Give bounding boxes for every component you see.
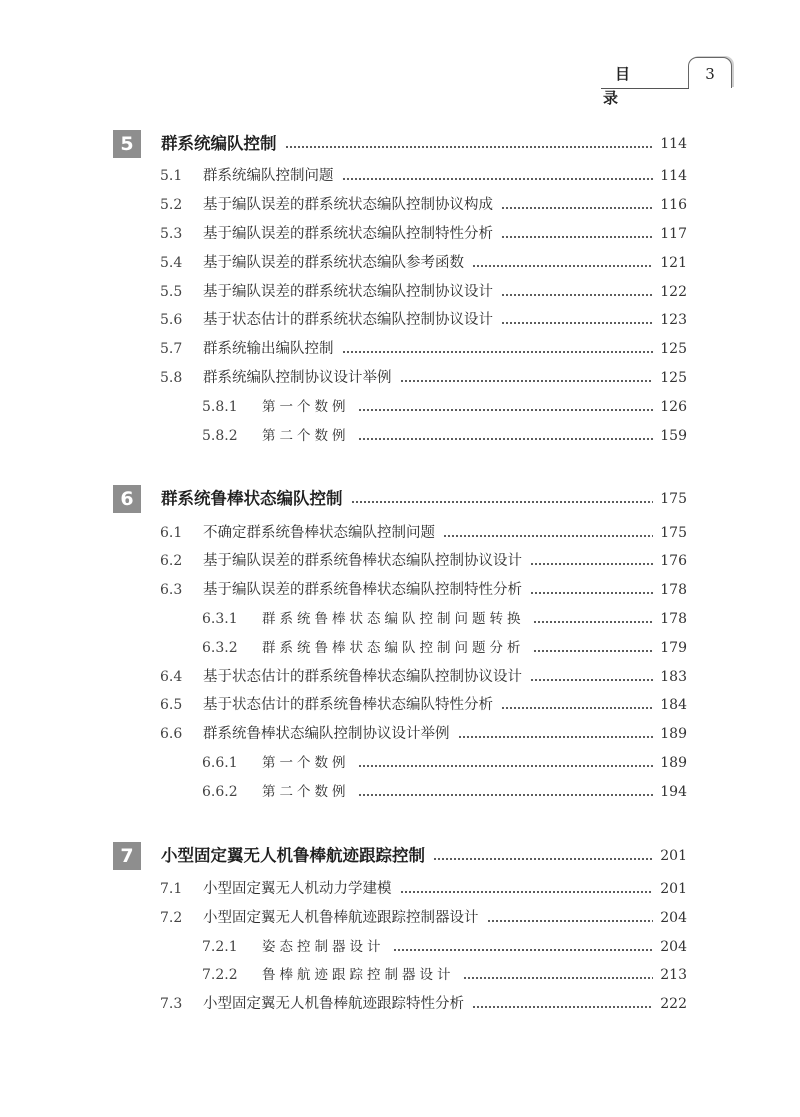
page-ref: 122 bbox=[660, 284, 687, 300]
section-number: 6.6 bbox=[160, 726, 183, 742]
section-title: 群系统输出编队控制 bbox=[203, 341, 334, 357]
dot-leader bbox=[501, 707, 653, 709]
toc-subsection[interactable] bbox=[202, 424, 687, 448]
subsection-title: 第一个数例 bbox=[262, 755, 350, 771]
page-ref: 201 bbox=[660, 881, 687, 897]
dot-leader bbox=[533, 650, 654, 652]
dot-leader bbox=[530, 592, 653, 594]
page-number: 3 bbox=[705, 65, 715, 83]
section-title: 基于状态估计的群系统鲁棒状态编队特性分析 bbox=[203, 697, 493, 713]
page-ref: 179 bbox=[660, 640, 687, 656]
page-ref: 123 bbox=[660, 312, 687, 328]
chapter-number-badge: 6 bbox=[113, 485, 141, 513]
section-title: 小型固定翼无人机鲁棒航迹跟踪控制器设计 bbox=[203, 910, 479, 926]
section-number: 6.5 bbox=[160, 697, 183, 713]
toc-section[interactable] bbox=[160, 280, 687, 304]
toc-section[interactable] bbox=[160, 193, 687, 217]
section-number: 5.8 bbox=[160, 370, 183, 386]
section-title: 基于状态估计的群系统状态编队控制协议设计 bbox=[203, 312, 493, 328]
page-ref: 178 bbox=[660, 582, 687, 598]
section-title: 基于状态估计的群系统鲁棒状态编队控制协议设计 bbox=[203, 669, 522, 685]
subsection-title: 第二个数例 bbox=[262, 428, 350, 444]
section-number: 6.2 bbox=[160, 553, 183, 569]
dot-leader bbox=[358, 438, 654, 440]
toc-section[interactable] bbox=[160, 549, 687, 573]
dot-leader bbox=[463, 977, 654, 979]
page-ref: 159 bbox=[660, 428, 687, 444]
subsection-title: 群系统鲁棒状态编队控制问题转换 bbox=[262, 611, 525, 627]
section-title: 基于编队误差的群系统状态编队控制特性分析 bbox=[203, 226, 493, 242]
subsection-title: 鲁棒航迹跟踪控制器设计 bbox=[262, 967, 455, 983]
toc-subsection[interactable] bbox=[202, 395, 687, 419]
section-title: 基于编队误差的群系统状态编队控制协议设计 bbox=[203, 284, 493, 300]
section-title: 基于编队误差的群系统状态编队控制协议构成 bbox=[203, 197, 493, 213]
toc-section[interactable] bbox=[160, 222, 687, 246]
toc-section[interactable] bbox=[160, 251, 687, 275]
section-number: 7.1 bbox=[160, 881, 183, 897]
section-number: 5.5 bbox=[160, 284, 183, 300]
toc-chapter-5[interactable] bbox=[120, 130, 687, 158]
chapter-number-badge: 7 bbox=[113, 842, 141, 870]
subsection-title: 姿态控制器设计 bbox=[262, 939, 385, 955]
chapter-title: 群系统编队控制 bbox=[161, 134, 277, 153]
section-title: 群系统编队控制问题 bbox=[203, 168, 334, 184]
dot-leader bbox=[501, 236, 653, 238]
dot-leader bbox=[358, 794, 654, 796]
dot-leader bbox=[501, 207, 653, 209]
section-number: 5.3 bbox=[160, 226, 183, 242]
page-ref: 121 bbox=[660, 255, 687, 271]
dot-leader bbox=[400, 891, 654, 893]
toc-subsection[interactable] bbox=[202, 780, 687, 804]
toc-chapter-6[interactable] bbox=[120, 485, 687, 513]
dot-leader bbox=[358, 409, 654, 411]
toc-subsection[interactable] bbox=[202, 935, 687, 959]
dot-leader bbox=[342, 351, 654, 353]
dot-leader bbox=[530, 563, 653, 565]
page-ref: 184 bbox=[660, 697, 687, 713]
dot-leader bbox=[433, 858, 653, 860]
toc-chapter-7[interactable] bbox=[120, 842, 687, 870]
section-number: 5.7 bbox=[160, 341, 183, 357]
page-ref: 213 bbox=[660, 967, 687, 983]
section-number: 5.4 bbox=[160, 255, 183, 271]
page-ref: 126 bbox=[660, 399, 687, 415]
section-number: 5.2 bbox=[160, 197, 183, 213]
page-ref: 189 bbox=[660, 726, 687, 742]
dot-leader bbox=[458, 736, 654, 738]
section-number: 5.6 bbox=[160, 312, 183, 328]
dot-leader bbox=[342, 178, 654, 180]
dot-leader bbox=[472, 1006, 653, 1008]
section-number: 5.1 bbox=[160, 168, 183, 184]
toc-section[interactable] bbox=[160, 992, 687, 1016]
page-ref: 116 bbox=[660, 197, 687, 213]
subsection-number: 5.8.1 bbox=[202, 399, 238, 415]
page-ref: 183 bbox=[660, 669, 687, 685]
subsection-number: 7.2.2 bbox=[202, 967, 238, 983]
page-ref: 204 bbox=[660, 910, 687, 926]
page-ref: 222 bbox=[660, 996, 687, 1012]
toc-section[interactable] bbox=[160, 164, 687, 188]
page-ref: 178 bbox=[660, 611, 687, 627]
section-number: 7.2 bbox=[160, 910, 183, 926]
page-ref: 176 bbox=[660, 553, 687, 569]
dot-leader bbox=[501, 322, 653, 324]
page-ref: 189 bbox=[660, 755, 687, 771]
section-title: 不确定群系统鲁棒状态编队控制问题 bbox=[203, 525, 435, 541]
section-number: 7.3 bbox=[160, 996, 183, 1012]
toc-section[interactable] bbox=[160, 722, 687, 746]
page-ref: 175 bbox=[660, 525, 687, 541]
page-ref: 125 bbox=[660, 370, 687, 386]
section-title: 基于编队误差的群系统状态编队参考函数 bbox=[203, 255, 464, 271]
page-ref: 201 bbox=[660, 848, 687, 864]
header-rule bbox=[601, 88, 689, 89]
toc-subsection[interactable] bbox=[202, 607, 687, 631]
toc-section[interactable] bbox=[160, 693, 687, 717]
toc-section[interactable] bbox=[160, 877, 687, 901]
toc-section[interactable] bbox=[160, 308, 687, 332]
page-ref: 114 bbox=[660, 136, 687, 152]
toc-section[interactable] bbox=[160, 578, 687, 602]
page-ref: 117 bbox=[660, 226, 687, 242]
page-ref: 204 bbox=[660, 939, 687, 955]
dot-leader bbox=[530, 679, 653, 681]
toc-section[interactable] bbox=[160, 521, 687, 545]
toc-section[interactable] bbox=[160, 366, 687, 390]
dot-leader bbox=[351, 501, 654, 503]
running-header-title: 目录 bbox=[603, 65, 659, 107]
page-ref: 194 bbox=[660, 784, 687, 800]
chapter-number-badge: 5 bbox=[113, 130, 141, 158]
toc-section[interactable] bbox=[160, 665, 687, 689]
toc-subsection[interactable] bbox=[202, 963, 687, 987]
toc-section[interactable] bbox=[160, 906, 687, 930]
section-title: 群系统鲁棒状态编队控制协议设计举例 bbox=[203, 726, 450, 742]
dot-leader bbox=[501, 294, 653, 296]
subsection-number: 6.6.2 bbox=[202, 784, 238, 800]
section-title: 基于编队误差的群系统鲁棒状态编队控制特性分析 bbox=[203, 582, 522, 598]
subsection-title: 第二个数例 bbox=[262, 784, 350, 800]
section-number: 6.1 bbox=[160, 525, 183, 541]
dot-leader bbox=[472, 265, 653, 267]
dot-leader bbox=[400, 380, 654, 382]
dot-leader bbox=[487, 920, 654, 922]
chapter-title: 小型固定翼无人机鲁棒航迹跟踪控制 bbox=[161, 846, 425, 865]
page-ref: 125 bbox=[660, 341, 687, 357]
dot-leader bbox=[443, 535, 653, 537]
subsection-number: 5.8.2 bbox=[202, 428, 238, 444]
toc-section[interactable] bbox=[160, 337, 687, 361]
subsection-number: 6.6.1 bbox=[202, 755, 238, 771]
subsection-number: 6.3.2 bbox=[202, 640, 238, 656]
section-title: 基于编队误差的群系统鲁棒状态编队控制协议设计 bbox=[203, 553, 522, 569]
section-title: 群系统编队控制协议设计举例 bbox=[203, 370, 392, 386]
section-number: 6.3 bbox=[160, 582, 183, 598]
section-title: 小型固定翼无人机动力学建模 bbox=[203, 881, 392, 897]
subsection-title: 群系统鲁棒状态编队控制问题分析 bbox=[262, 640, 525, 656]
subsection-number: 6.3.1 bbox=[202, 611, 238, 627]
toc-subsection[interactable] bbox=[202, 636, 687, 660]
page-ref: 114 bbox=[660, 168, 687, 184]
dot-leader bbox=[393, 949, 654, 951]
section-title: 小型固定翼无人机鲁棒航迹跟踪特性分析 bbox=[203, 996, 464, 1012]
page-ref: 175 bbox=[660, 491, 687, 507]
dot-leader bbox=[358, 765, 654, 767]
toc-subsection[interactable] bbox=[202, 751, 687, 775]
section-number: 6.4 bbox=[160, 669, 183, 685]
dot-leader bbox=[285, 146, 654, 148]
dot-leader bbox=[533, 621, 654, 623]
subsection-title: 第一个数例 bbox=[262, 399, 350, 415]
chapter-title: 群系统鲁棒状态编队控制 bbox=[161, 489, 343, 508]
subsection-number: 7.2.1 bbox=[202, 939, 238, 955]
